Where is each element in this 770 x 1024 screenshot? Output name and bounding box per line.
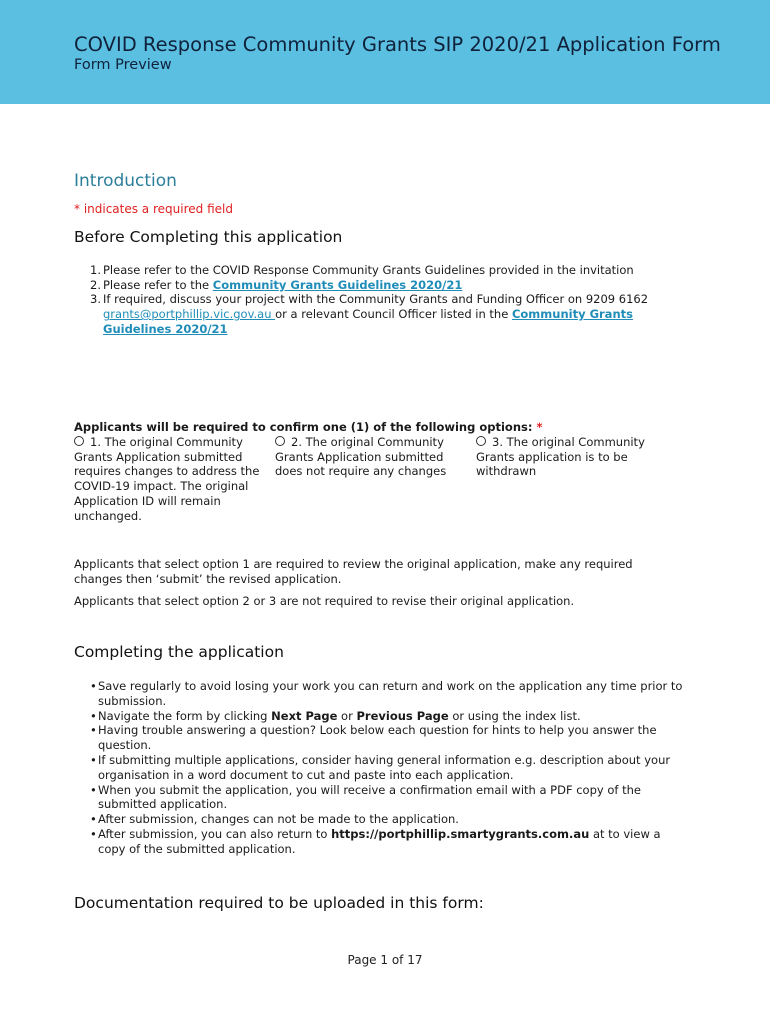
page-number: Page 1 of 17 — [347, 953, 423, 967]
documentation-heading: Documentation required to be uploaded in this form: — [74, 894, 484, 912]
completing-heading: Completing the application — [74, 643, 284, 661]
option-2[interactable] — [275, 435, 471, 479]
bullet: • — [90, 708, 97, 723]
bullet: • — [90, 679, 97, 693]
step-text: Please refer to the — [103, 277, 213, 292]
form-title: COVID Response Community Grants SIP 2020/21 Application Form — [74, 33, 721, 56]
tip-text: If submitting multiple applications, consider having general information e.g. description about your organisation in a word document to cut and paste into each application. — [98, 753, 671, 782]
guidelines-link[interactable]: Community Grants Guidelines 2020/21 — [212, 277, 463, 292]
list-item — [74, 812, 684, 827]
list-item — [74, 827, 684, 856]
options-question-text: Applicants will be required to confirm one (1) of the following options: — [74, 420, 533, 434]
bullet: • — [90, 753, 97, 768]
form-subtitle: Form Preview — [74, 57, 172, 73]
required-field-note: * indicates a required field — [74, 202, 233, 216]
step-item — [74, 278, 674, 293]
option-1-note: Applicants that select option 1 are required to review the original application, make any required changes then ‘submit’ the revised application. — [74, 557, 633, 586]
tip-text: When you submit the application, you will receive a confirmation email with a PDF copy of the submitted application. — [98, 782, 641, 812]
step-item — [74, 263, 674, 278]
bullet: • — [90, 827, 97, 842]
smartygrants-url: https://portphillip.smartygrants.com.au — [331, 827, 590, 842]
previous-page-label: Previous Page — [356, 708, 449, 723]
step-text: If required, discuss your project with the Community Grants and Funding Officer on 9209 6162 — [103, 292, 649, 307]
option-2-3-note: Applicants that select option 2 or 3 are not required to revise their original application. — [74, 594, 575, 608]
tip-text: Save regularly to avoid losing your work you can return and work on the application any time prior to submission. — [98, 679, 683, 708]
step-number: 1. — [90, 263, 101, 277]
bullet: • — [90, 723, 97, 738]
tip-text: at to view a copy of the submitted application. — [98, 827, 661, 856]
list-item — [74, 679, 684, 708]
list-item — [74, 753, 684, 782]
completing-tips-list — [74, 679, 684, 857]
option-2-label: 2. The original Community Grants Application submitted does not require any changes — [275, 435, 447, 479]
radio-button-option-2[interactable] — [275, 436, 285, 446]
tip-text: or — [337, 708, 357, 723]
list-item — [74, 709, 684, 724]
bullet: • — [90, 812, 97, 827]
option-3[interactable] — [476, 435, 672, 479]
step-text: or a relevant Council Officer listed in the — [275, 307, 512, 322]
before-steps-list — [74, 263, 674, 337]
options-question — [74, 420, 543, 434]
radio-button-option-3[interactable] — [476, 436, 486, 446]
guidelines-link-2[interactable]: Community Grants Guidelines 2020/21 — [103, 307, 633, 336]
tip-text: Navigate the form by clicking — [98, 708, 272, 723]
radio-button-option-1[interactable] — [74, 436, 84, 446]
next-page-label: Next Page — [271, 708, 338, 723]
option-3-label: 3. The original Community Grants application is to be withdrawn — [476, 435, 645, 479]
before-completing-heading: Before Completing this application — [74, 228, 343, 246]
step-number: 3. — [90, 292, 101, 307]
required-marker: * — [536, 420, 543, 434]
page-header — [0, 0, 770, 104]
step-item — [74, 292, 674, 336]
list-item — [74, 723, 684, 752]
introduction-heading: Introduction — [74, 171, 177, 191]
grants-email-link[interactable]: grants@portphillip.vic.gov.au — [103, 307, 276, 322]
tip-text: After submission, changes can not be made to the application. — [98, 812, 459, 827]
tip-text: or using the index list. — [448, 708, 581, 723]
option-1-label: 1. The original Community Grants Application submitted requires changes to address the COVID-19 impact. The original Application ID will remain unchanged. — [74, 435, 260, 523]
step-number: 2. — [90, 277, 101, 292]
list-item — [74, 783, 684, 812]
step-text: Please refer to the COVID Response Community Grants Guidelines provided in the invitation — [103, 263, 634, 277]
option-1[interactable] — [74, 435, 270, 523]
tip-text: Having trouble answering a question? Look below each question for hints to help you answer the question. — [98, 723, 657, 753]
tip-text: After submission, you can also return to — [98, 827, 332, 842]
bullet: • — [90, 782, 97, 797]
